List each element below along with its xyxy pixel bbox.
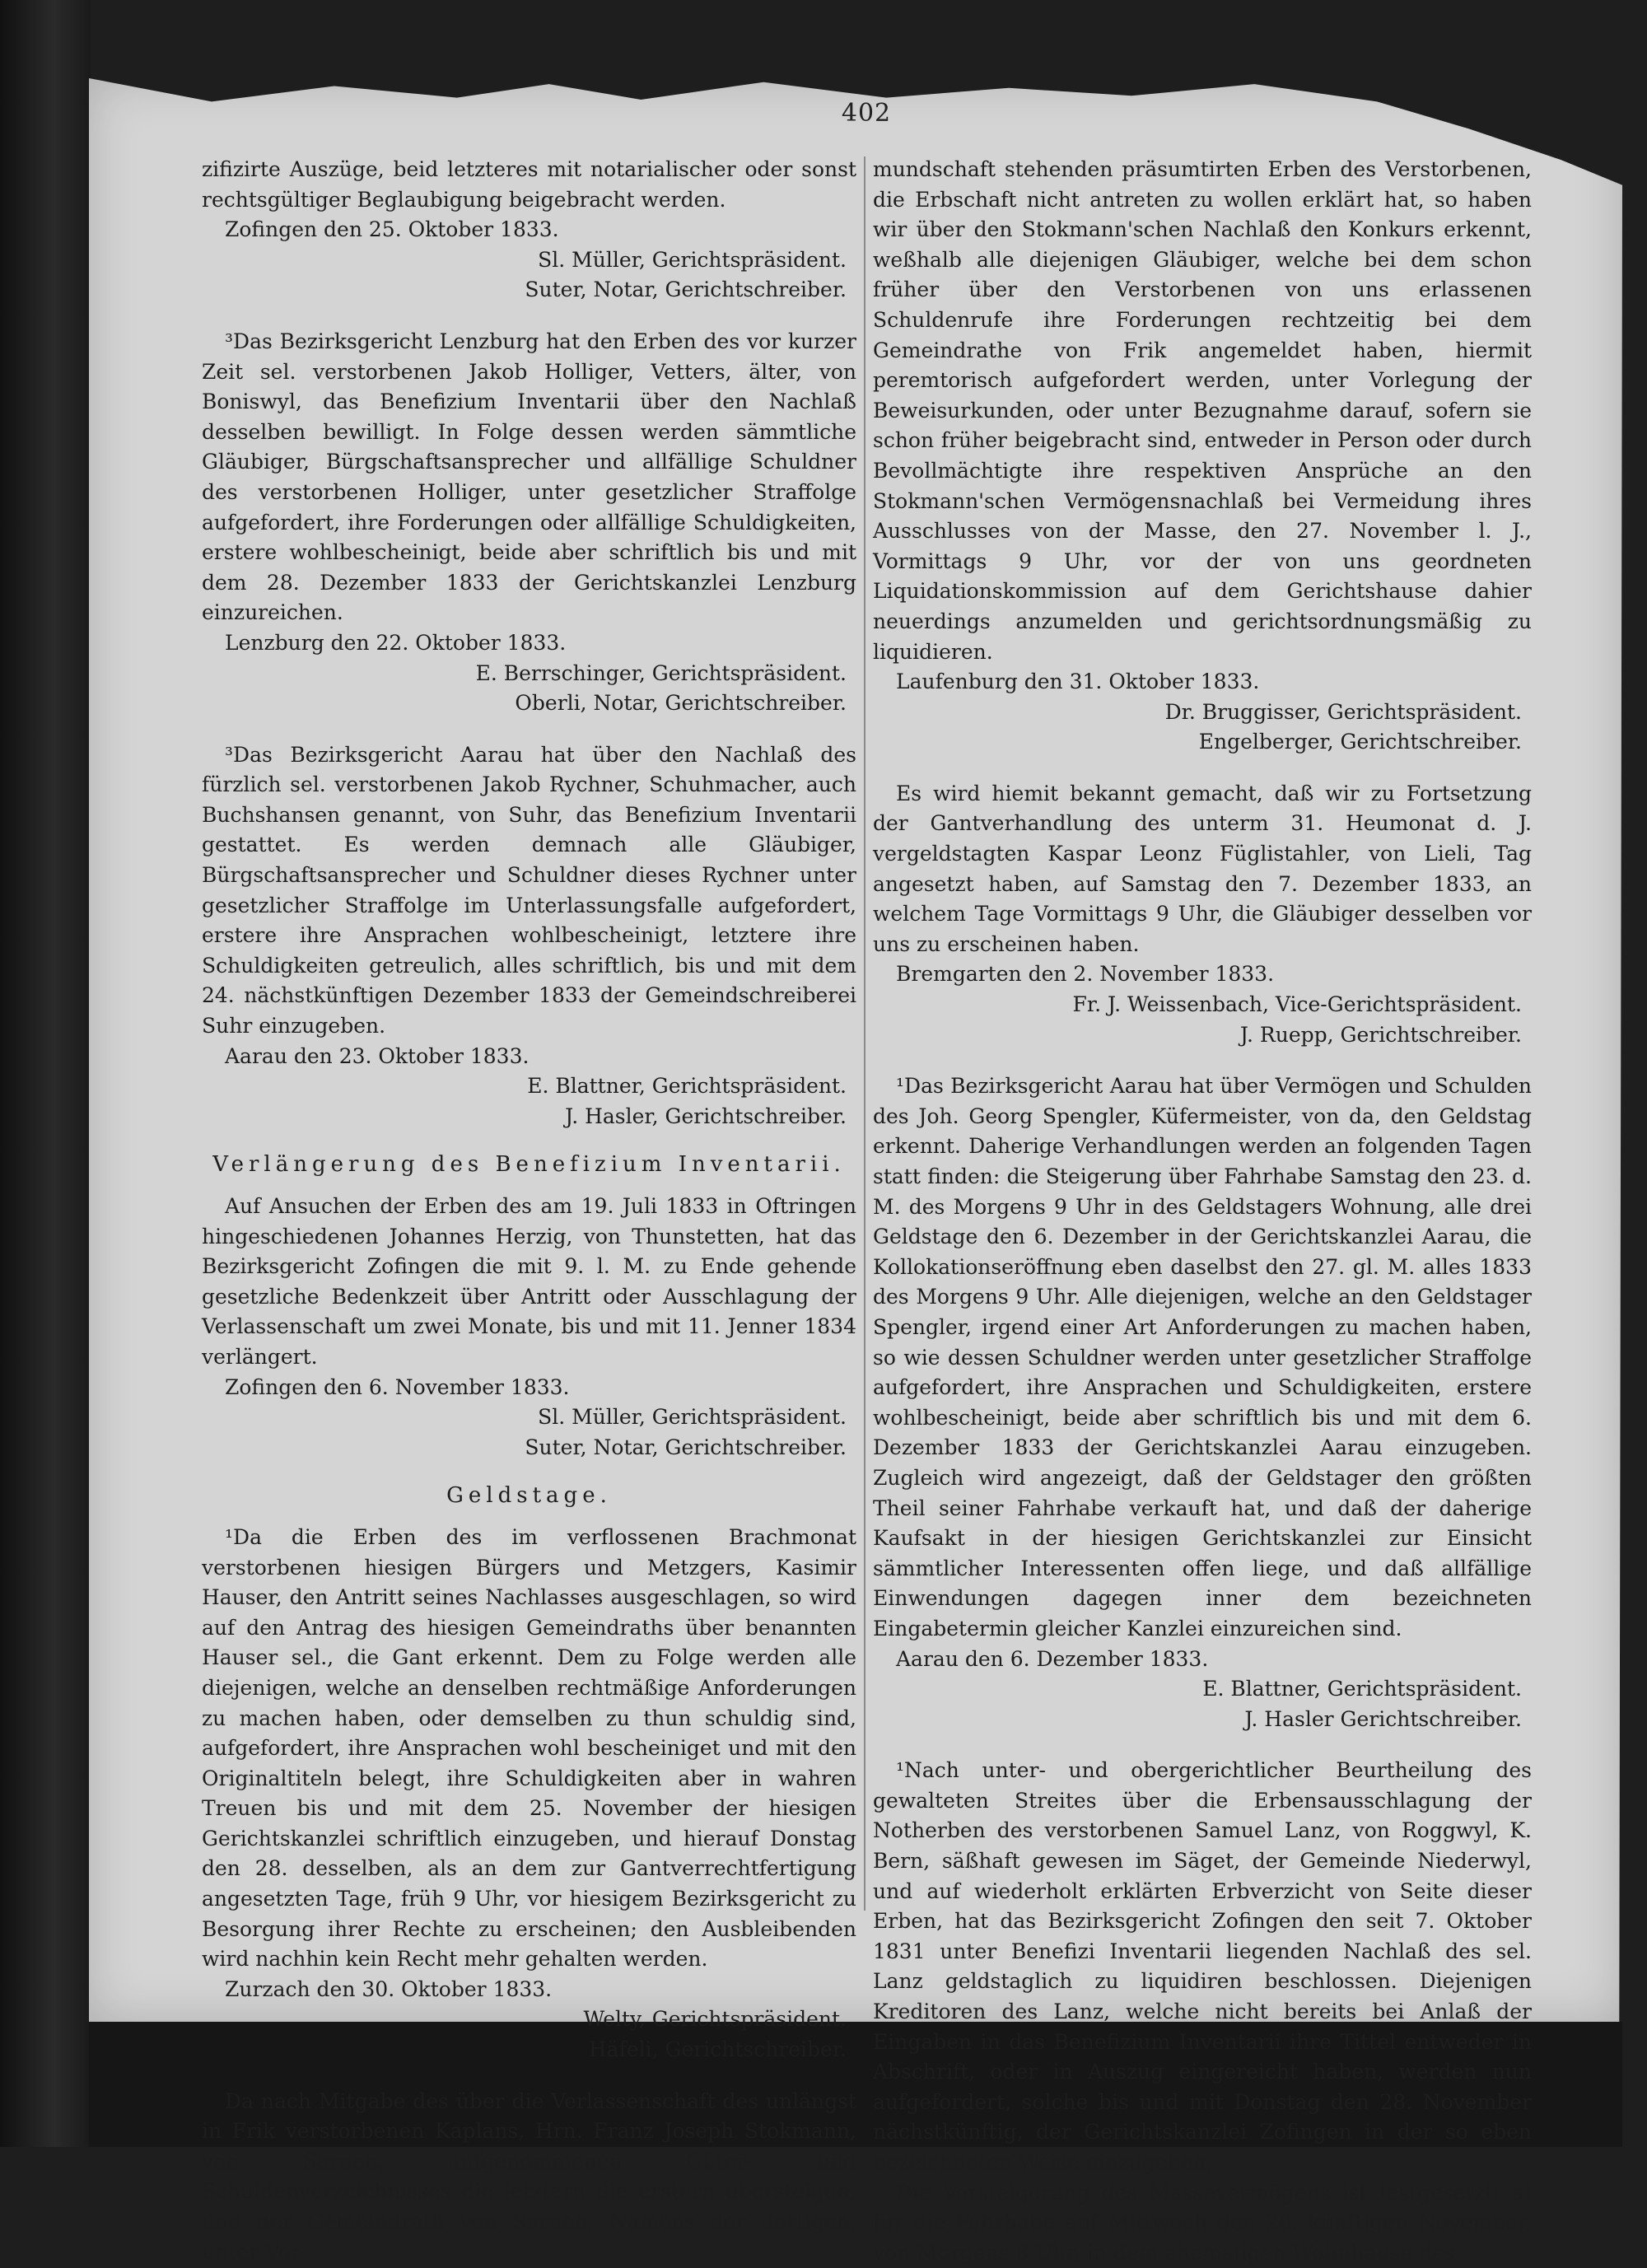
notice-paragraph: ¹Nach unter- und obergerichtlicher Beurtheilung des gewalteten Streites über die Erbensausschlagung der Notherben des verstorbenen Samuel Lanz, von Roggwyl, K. Bern, säßhaft gewesen im Säget, der Gemeinde Niederwyl, und auf wiederholt erklärten Erbverzicht von Seite dieser Erben, hat das Bezirksgericht Zofingen den seit 7. Oktober 1831 unter Benefizi Inventarii liegenden Nachlaß des sel. Lanz geldstaglich zu liquidiren beschlossen. Diejenigen Kreditoren des Lanz, welche nicht bereits bei Anlaß der Eingaben in das Benefizium Inventarii ihre Tittel entweder in Abschrift, oder in Auszug eingereicht haben, werden nun aufgefordert, solche bis und mit Donstag den 28. November nächstkünftig, der Gerichtskanzlei Zofingen in der so eben bezeichneten Weise einzugeben. — [873, 1758, 1532, 2174]
notice-paragraph: ¹Das Bezirksgericht Aarau hat über Vermögen und Schulden des Joh. Georg Spengler, Küfermeister, von da, den Geldstag erkennt. Daherige Verhandlungen werden an folgenden Tagen statt finden: die Steigerung über Fahrhabe Samstag den 23. d. M. des Morgens 9 Uhr in des Geldstagers Wohnung, alle drei Geldstage den 6. Dezember in der Gerichtskanzlei Aarau, die Kollokationseröffnung eben daselbst den 27. gl. M. alles 1833 des Morgens 9 Uhr. Alle diejenigen, welche an den Geldstager Spengler, irgend einer Art Anforderungen zu machen haben, so wie dessen Schuldner werden unter gesetzlicher Straffolge aufgefordert, ihre Ansprachen und Schuldigkeiten, erstere wohlbescheinigt, beide aber schriftlich bis und mit dem 6. Dezember 1833 der Gerichtskanzlei Aarau einzugeben. Zugleich wird angezeigt, daß der Geldstager den größten Theil seiner Fahrhabe verkauft hat, und daß der daherige Kaufsakt in der hiesigen Gerichtskanzlei zur Einsicht sämmtlicher Interessenten offen liege, und daß allfällige Einwendungen dagegen inner dem bezeichneten Eingabetermin gleicher Kanzlei einzureichen sind. — [873, 1074, 1532, 1640]
notice-paragraph: Die Versteigerung des Massevermögens ist festgesetzt: a) für die Fahrhabe auf Mittwoch den 20. künftigen November, von Morgens 8 Uhr, in dem ehemaligen Wohnhause des — [873, 2180, 1532, 2265]
signature-line: E. Berrschinger, Gerichtspräsident. — [475, 660, 847, 685]
notice-paragraph: ³Das Bezirksgericht Lenzburg hat den Erben des vor kurzer Zeit sel. verstorbenen Jakob Holliger, Vetters, älter, von Boniswyl, das Benefizium Inventarii über den Nachlaß desselben bewilligt. In Folge dessen werden sämmtliche Gläubiger, Bürgschaftsansprecher und allfällige Schuldner des verstorbenen Holliger, unter gesetzlicher Straffolge aufgefordert, ihre Forderungen oder allfällige Schuldigkeiten, erstere wohlbescheinigt, beide aber schriftlich bis und mit dem 28. Dezember 1833 der Gerichtskanzlei Lenzburg einzureichen. — [202, 329, 856, 625]
paragraph-spacer — [202, 719, 856, 740]
notice-paragraph: ¹Da die Erben des im verflossenen Brachmonat verstorbenen hiesigen Bürgers und Metzgers, Kasimir Hauser, den Antritt seines Nachlasses ausgeschlagen, so wird auf den Antrag des hiesigen Gemeindraths über benannten Hauser sel., die Gant erkennt. Dem zu Folge werden alle diejenigen, welche an denselben rechtmäßige Anforderungen zu machen haben, oder demselben zu thun schuldig sind, aufgefordert, ihre Ansprachen wohl bescheiniget und mit den Originaltiteln belegt, ihre Schuldigkeiten aber in wahren Treuen bis und mit dem 25. November der hiesigen Gerichtskanzlei schriftlich einzugeben, und hierauf Donstag den 28. desselben, als an dem zur Gantverrechtfertigung angesetzten Tage, früh 9 Uhr, vor hiesigem Bezirksgericht zu Besorgung ihrer Rechte zu erscheinen; den Ausbleibenden wird nachhin kein Recht mehr gehalten werden. — [202, 1524, 856, 1972]
notice-paragraph: ³Das Bezirksgericht Aarau hat über den Nachlaß des fürzlich sel. verstorbenen Jakob Rychner, Schuhmacher, auch Buchshansen genannt, von Suhr, das Benefizium Inventarii gestattet. Es werden demnach alle Gläubiger, Bürgschaftsansprecher und Schuldner dieses Rychner unter gesetzlicher Straffolge im Unterlassungsfalle aufgefordert, erstere ihre Ansprachen wohlbescheinigt, letztere ihre Schuldigkeiten getreulich, alles schriftlich, bis und mit dem 24. nächstkünftigen Dezember 1833 der Gemeindschreiberei Suhr einzugeben. — [202, 742, 856, 1038]
notice-paragraph: mundschaft stehenden präsumtirten Erben des Verstorbenen, die Erbschaft nicht antreten zu wollen erklärt hat, so haben wir über den Stokmann'schen Nachlaß den Konkurs erkennt, weßhalb alle diejenigen Gläubiger, welche bei dem schon früher über den Verstorbenen von uns erlassenen Schuldenrufe ihre Forderungen rechtzeitig bei dem Gemeindrathe von Frik angemeldet haben, hiermit peremtorisch aufgefordert werden, unter Vorlegung der Beweisurkunden, oder unter Bezugnahme darauf, sofern sie schon früher beigebracht sind, entweder in Person oder durch Bevollmächtigte ihre respektiven Ansprüche an den Stokmann'schen Vermögensnachlaß bei Vermeidung ihres Ausschlusses von der Masse, den 27. November l. J., Vormittags 9 Uhr, vor der von uns geordneten Liquidationskommission auf dem Gerichtshause dahier neuerdings anzumelden und gerichtsordnungsmäßig zu liquidieren. — [873, 157, 1532, 664]
place-date-line: Lenzburg den 22. Oktober 1833. — [225, 630, 567, 655]
signature-line: Dr. Bruggisser, Gerichtspräsident. — [1164, 699, 1522, 724]
notice-paragraph: Da nach Mitgabe des über die Verlassenschaft des unlängst in Frik verstorbenen Kaplans, Hrn. Franz Joseph Stokmann, von Sarnen, aufgenommenen Güter- und Schuldenverzeichnisses die letztern die erstern übersteigen, und der Gemeindrath von Sarnen, Namens der dortigen, unter Vor- — [202, 2088, 856, 2264]
place-date-line: Zofingen den 6. November 1833. — [225, 1374, 570, 1399]
column-divider — [864, 156, 865, 1911]
signature-line: Sl. Müller, Gerichtspräsident. — [538, 247, 847, 272]
place-date-line: Aarau den 6. Dezember 1833. — [896, 1646, 1209, 1671]
place-date-line: Zofingen den 25. Oktober 1833. — [225, 217, 559, 242]
signature-line: E. Blattner, Gerichtspräsident. — [527, 1074, 847, 1099]
signature-line: J. Hasler Gerichtschreiber. — [1244, 1706, 1522, 1731]
signature-line: Welty, Gerichtspräsident. — [583, 2007, 847, 2032]
paragraph-spacer — [873, 1050, 1532, 1071]
signature-line: Fr. J. Weissenbach, Vice-Gerichtspräsident. — [1072, 992, 1522, 1017]
place-date-line: Laufenburg den 31. Oktober 1833. — [896, 670, 1260, 694]
signature-line: Suter, Notar, Gerichtschreiber. — [525, 278, 847, 302]
paragraph-spacer — [202, 306, 856, 327]
section-heading: Geldstage. — [446, 1483, 612, 1509]
signature-line: J. Hasler, Gerichtschreiber. — [565, 1104, 847, 1128]
signature-line: Suter, Notar, Gerichtschreiber. — [525, 1435, 847, 1459]
signature-line: Häfeli, Gerichtschreiber. — [588, 2037, 847, 2062]
paragraph-spacer — [873, 758, 1532, 779]
signature-line: Oberli, Notar, Gerichtschreiber. — [515, 691, 847, 716]
notice-paragraph: Auf Ansuchen der Erben des am 19. Juli 1833 in Oftringen hingeschiedenen Johannes Herzig, von Thunstetten, hat das Bezirksgericht Zofingen die mit 9. l. M. zu Ende gehende gesetzliche Bedenkzeit über Antritt oder Ausschlagung der Verlassenschaft um zwei Monate, bis und mit 11. Jenner 1834 verlängert. — [202, 1194, 856, 1369]
signature-line: Engelberger, Gerichtschreiber. — [1198, 730, 1522, 754]
signature-line: E. Blattner, Gerichtspräsident. — [1202, 1677, 1522, 1701]
place-date-line: Bremgarten den 2. November 1833. — [896, 962, 1275, 987]
paragraph-spacer — [873, 1734, 1532, 1756]
notice-paragraph: Es wird hiemit bekannt gemacht, daß wir zu Fortsetzung der Gantverhandlung des unterm 31. Heumonat d. J. vergeldstagten Kaspar Leonz Füglistahler, von Lieli, Tag angesetzt haben, auf Samstag den 7. Dezember 1833, an welchem Tage Vormittags 9 Uhr, die Gläubiger desselben vor uns zu erscheinen haben. — [873, 781, 1532, 956]
signature-line: Sl. Müller, Gerichtspräsident. — [538, 1405, 847, 1430]
signature-line: J. Ruepp, Gerichtschreiber. — [1239, 1022, 1522, 1047]
paragraph-spacer — [202, 2065, 856, 2087]
section-heading: Verlängerung des Benefizium Inventarii. — [212, 1152, 846, 1178]
left-column — [202, 155, 856, 2267]
place-date-line: Zurzach den 30. Oktober 1833. — [225, 1976, 553, 2001]
scan-background-left — [0, 0, 91, 2147]
notice-paragraph: zifizirte Auszüge, beid letzteres mit notarialischer oder sonst rechtsgültiger Beglaubigung beigebracht werden. — [202, 157, 856, 212]
right-column — [873, 155, 1532, 2268]
page-number: 402 — [841, 99, 892, 128]
place-date-line: Aarau den 23. Oktober 1833. — [225, 1043, 530, 1068]
